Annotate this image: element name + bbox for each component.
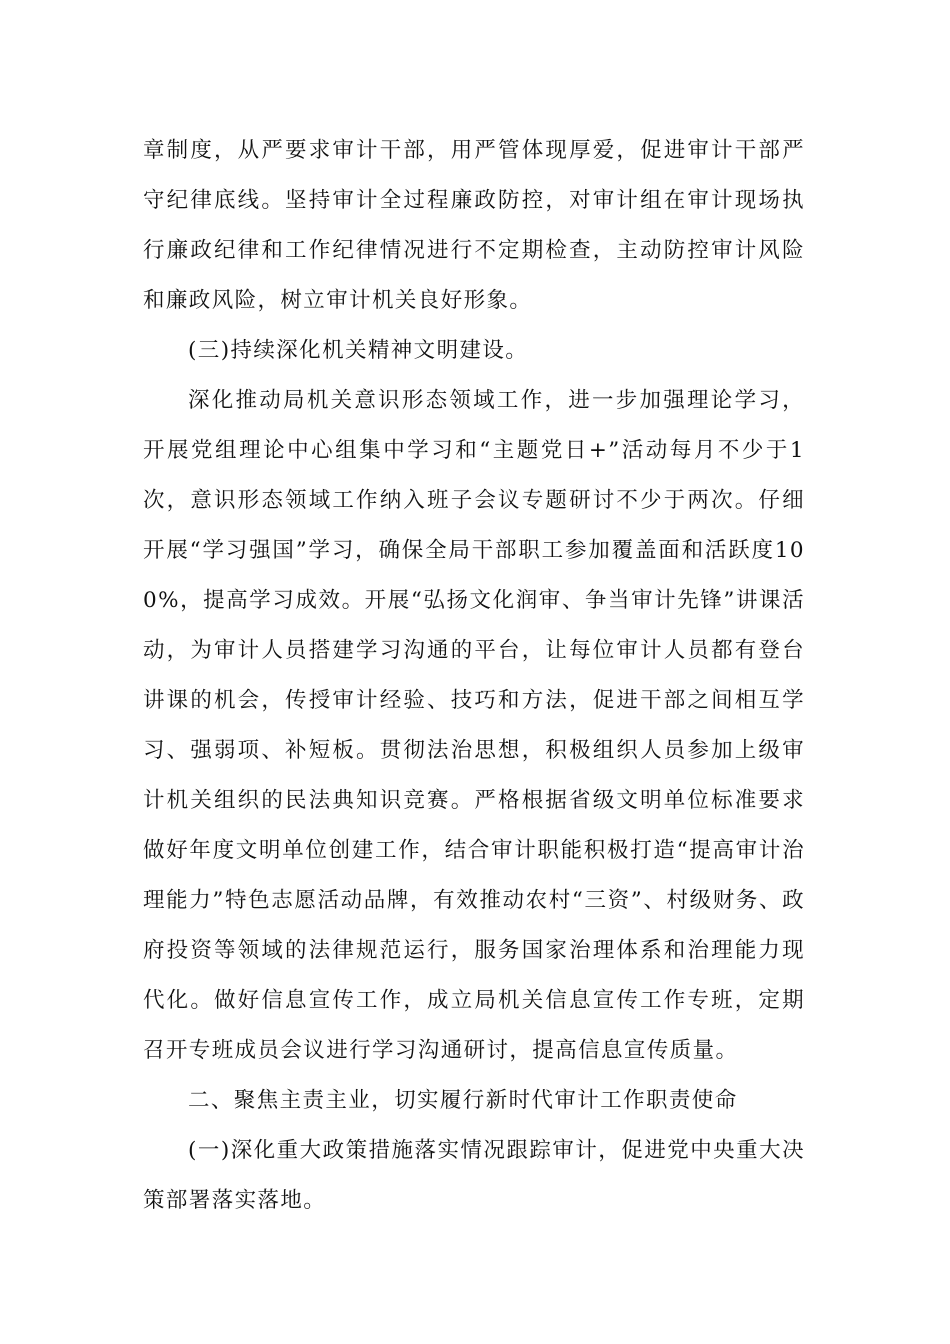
paragraph-spiritual-civilization: 深化推动局机关意识形态领域工作，进一步加强理论学习，开展党组理论中心组集中学习和“主题党日+”活动每月不少于1次，意识形态领域工作纳入班子会议专题研讨不少于两次。仔细开展“学习强国”学习，确保全局干部职工参加覆盖面和活跃度100%，提高学习成效。开展“弘扬文化润审、争当审计先锋”讲课活动，为审计人员搭建学习沟通的平台，让每位审计人员都有登台讲课的机会，传授审计经验、技巧和方法，促进干部之间相互学习、强弱项、补短板。贯彻法治思想，积极组织人员参加上级审计机关组织的民法典知识竞赛。严格根据省级文明单位标准要求做好年度文明单位创建工作，结合审计职能积极打造“提高审计治理能力”特色志愿活动品牌，有效推动农村“三资”、村级财务、政府投资等领域的法律规范运行，服务国家治理体系和治理能力现代化。做好信息宣传工作，成立局机关信息宣传工作专班，定期召开专班成员会议进行学习沟通研讨，提高信息宣传质量。 (143, 388, 805, 1063)
paragraph-continuation: 章制度，从严要求审计干部，用严管体现厚爱，促进审计干部严守纪律底线。坚持审计全过程廉政防控，对审计组在审计现场执行廉政纪律和工作纪律情况进行不定期检查，主动防控审计风险和廉政风险，树立审计机关良好形象。 (143, 138, 805, 313)
section-heading-2: 二、聚焦主责主业，切实履行新时代审计工作职责使命 (188, 1088, 738, 1113)
document-body (143, 126, 805, 1226)
section-heading-3: (三)持续深化机关精神文明建设。 (188, 338, 529, 363)
subsection-heading-1: (一)深化重大政策措施落实情况跟踪审计，促进党中央重大决策部署落实落地。 (143, 1138, 805, 1213)
